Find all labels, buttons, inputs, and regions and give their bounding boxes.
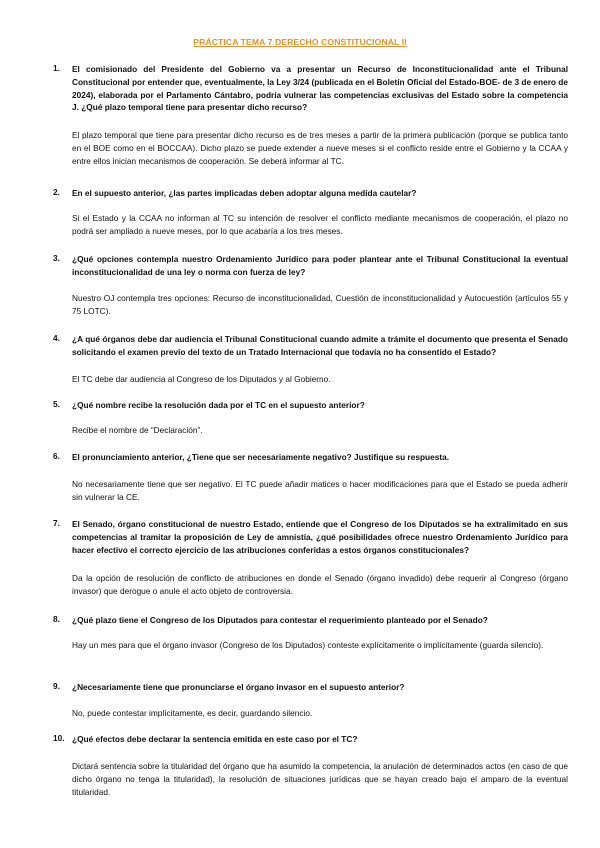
- answer-text: El plazo temporal que tiene para presentar dicho recurso es de tres meses a partir de la primera publicación (porque se publica tanto en el BOE como en el BOCCAA). Dicho plazo se puede extender a nueve meses si el conflicto reside entre el Gobierno y la CCAA y entre ellos inician mecanismos de cooperación. Se deberá informar al TC.: [72, 130, 568, 166]
- question-text: ¿A qué órganos debe dar audiencia el Tribunal Constitucional cuando admite a trámite el documento que presenta el Senado solicitando el examen previo del texto de un Tratado Internacional que todavía no ha consentido el Estado?: [72, 334, 568, 357]
- question-text: ¿Qué efectos debe declarar la sentencia emitida en este caso por el TC?: [72, 734, 358, 744]
- question-number: 4.: [53, 333, 60, 343]
- question-text: ¿Qué opciones contempla nuestro Ordenamiento Jurídico para poder plantear ante el Tribunal Constitucional la eventual inconstitucionalidad de una ley o norma con fuerza de ley?: [72, 254, 568, 277]
- answer-text: Si el Estado y la CCAA no informan al TC su intención de resolver el conflicto mediante mecanismos de cooperación, el plazo no podrá ser ampliado a nueve meses, por lo que acabaría a los tres meses.: [72, 213, 568, 236]
- question-number: 7.: [53, 518, 60, 528]
- question-text: ¿Qué nombre recibe la resolución dada por el TC en el supuesto anterior?: [72, 400, 365, 410]
- question-number: 3.: [53, 253, 60, 263]
- answer-text: Da la opción de resolución de conflicto de atribuciones en donde el Senado (órgano invadido) debe requerir al Congreso (órgano invasor) que derogue o anule el acto objeto de controversia.: [72, 573, 568, 596]
- answer-text: Dictará sentencia sobre la titularidad del órgano que ha asumido la competencia, la anulación de determinados actos (en caso de que dicho órgano no tenga la titularidad), la resolución de situaciones jurídicas que se hayan creado bajo el amparo de la eventual titularidad.: [72, 761, 568, 797]
- answer-text: Nuestro OJ contempla tres opciones: Recurso de inconstitucionalidad, Cuestión de inconstitucionalidad y Autocuestión (artículos 55 y 75 LOTC).: [72, 293, 568, 316]
- question-number: 2.: [53, 187, 60, 197]
- question-text: El pronunciamiento anterior, ¿Tiene que ser necesariamente negativo? Justifique su respuesta.: [72, 452, 450, 462]
- question-number: 6.: [53, 451, 60, 461]
- question-number: 8.: [53, 614, 60, 624]
- answer-text: Hay un mes para que el órgano invasor (Congreso de los Diputados) conteste explícitamente o implícitamente (guarda silencio).: [72, 640, 544, 650]
- question-text: El comisionado del Presidente del Gobierno va a presentar un Recurso de Inconstitucionalidad ante el Tribunal Constitucional por entender que, eventualmente, la Ley 3/24 (publicada en el Boletín Oficial del Estado-BOE- de 3 de enero de 2024), elaborada por el Parlamento Cántabro, podría vulnerar las competencias exclusivas del Estado sobre la competencia J. ¿Qué plazo temporal tiene para presentar dicho recurso?: [72, 64, 568, 113]
- question-text: ¿Qué plazo tiene el Congreso de los Diputados para contestar el requerimiento planteado por el Senado?: [72, 615, 488, 625]
- question-number: 10.: [53, 733, 65, 743]
- question-number: 1.: [53, 63, 60, 73]
- question-number: 5.: [53, 399, 60, 409]
- answer-text: El TC debe dar audiencia al Congreso de los Diputados y al Gobierno.: [72, 374, 331, 384]
- question-text: ¿Necesariamente tiene que pronunciarse el órgano invasor en el supuesto anterior?: [72, 682, 405, 692]
- answer-text: No necesariamente tiene que ser negativo. El TC puede añadir matices o hacer modificaciones para que el Estado se pueda adherir sin vulnerar la CE.: [72, 479, 568, 502]
- answer-text: Recibe el nombre de “Declaración”.: [72, 425, 203, 435]
- answer-text: No, puede contestar implícitamente, es decir, guardando silencio.: [72, 708, 313, 718]
- question-number: 9.: [53, 681, 60, 691]
- question-text: En el supuesto anterior, ¿las partes implicadas deben adoptar alguna medida cautelar?: [72, 188, 417, 198]
- question-text: El Senado, órgano constitucional de nuestro Estado, entiende que el Congreso de los Diputados se ha extralimitado en sus competencias al tramitar la proposición de Ley de amnistía, ¿qué posibilidades ofrece nuestro Ordenamiento Jurídico para hacer efectivo el correcto ejercicio de las atribuciones conferidas a estos órganos constitucionales?: [72, 519, 568, 555]
- page-title: PRÁCTICA TEMA 7 DERECHO CONSTITUCIONAL II: [193, 37, 407, 47]
